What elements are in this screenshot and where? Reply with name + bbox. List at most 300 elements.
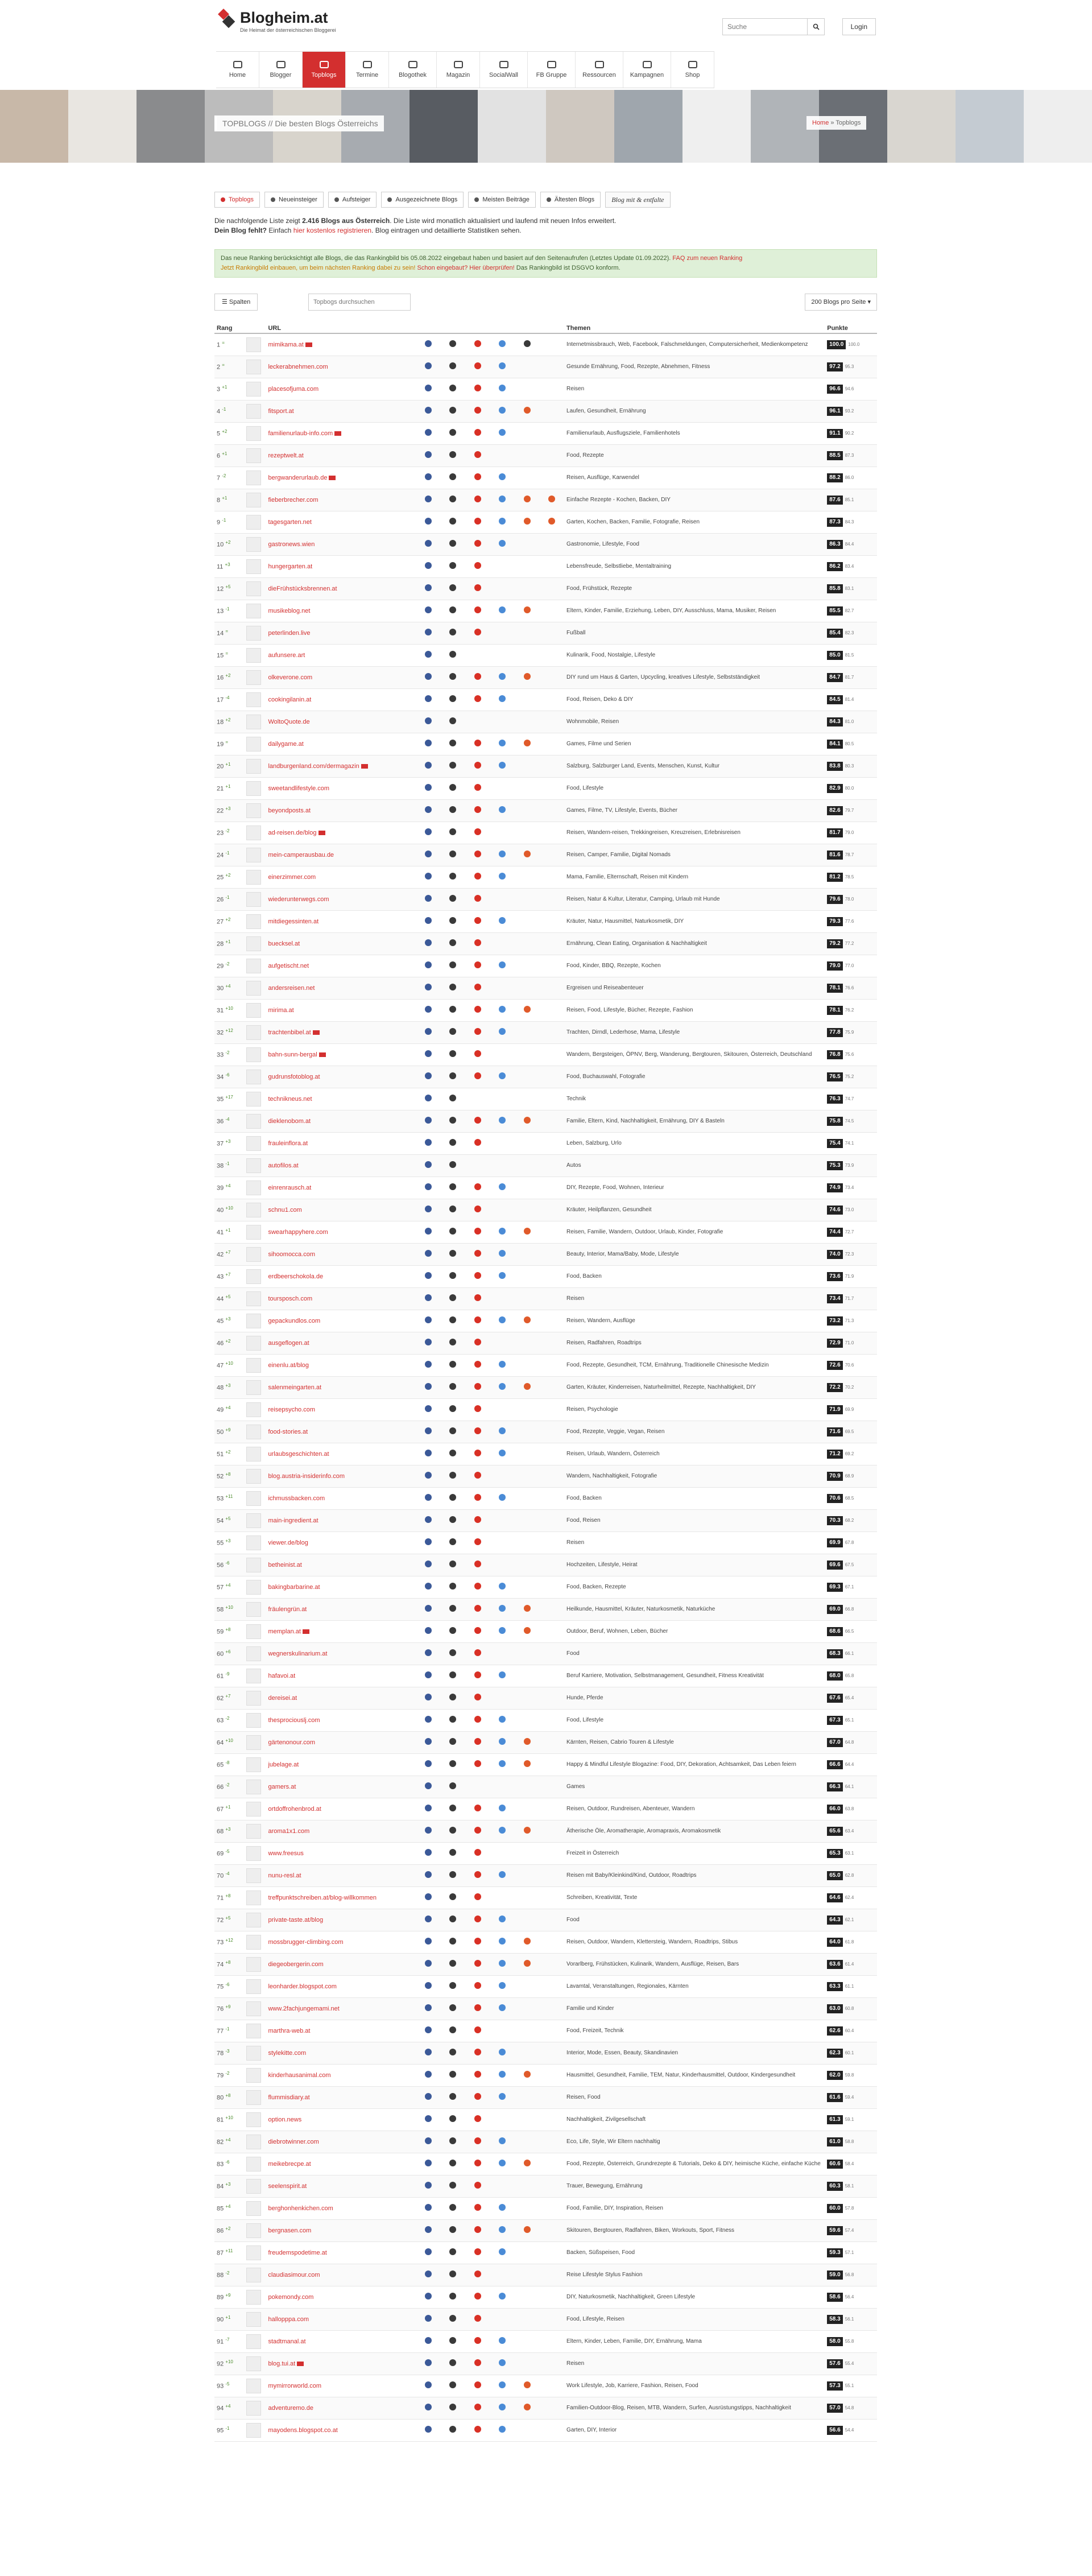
blog-avatar[interactable] <box>246 2090 261 2105</box>
blog-avatar[interactable] <box>246 1802 261 1817</box>
twitter-icon[interactable] <box>499 851 506 857</box>
facebook-icon[interactable] <box>425 518 432 525</box>
blog-link[interactable]: nunu-resl.at <box>268 1872 301 1879</box>
blog-link[interactable]: option.news <box>268 2116 302 2123</box>
blog-icon[interactable] <box>449 1405 456 1412</box>
pinterest-icon[interactable] <box>474 2404 481 2410</box>
facebook-icon[interactable] <box>425 2426 432 2433</box>
blog-avatar[interactable] <box>246 1447 261 1462</box>
pinterest-icon[interactable] <box>474 695 481 702</box>
facebook-icon[interactable] <box>425 1805 432 1811</box>
search-button[interactable] <box>808 18 825 35</box>
blog-link[interactable]: ichmussbacken.com <box>268 1495 325 1502</box>
col-rank[interactable]: Rang <box>214 323 244 333</box>
nav-item-blogothek[interactable] <box>389 52 437 88</box>
blog-avatar[interactable] <box>246 2157 261 2172</box>
blog-link[interactable]: aroma1x1.com <box>268 1827 310 1835</box>
pinterest-icon[interactable] <box>474 562 481 569</box>
blog-avatar[interactable] <box>246 2201 261 2216</box>
facebook-icon[interactable] <box>425 2359 432 2366</box>
blog-icon[interactable] <box>449 762 456 769</box>
blog-link[interactable]: olkeverone.com <box>268 674 313 681</box>
blog-link[interactable]: bergwanderurlaub.de <box>268 474 328 481</box>
blog-link[interactable]: mein-camperausbau.de <box>268 851 334 858</box>
twitter-icon[interactable] <box>499 1671 506 1678</box>
blog-link[interactable]: musikeblog.net <box>268 607 311 614</box>
pinterest-icon[interactable] <box>474 385 481 391</box>
pinterest-icon[interactable] <box>474 1361 481 1368</box>
twitter-icon[interactable] <box>499 1805 506 1811</box>
blog-avatar[interactable] <box>246 404 261 419</box>
blog-icon[interactable] <box>449 1561 456 1567</box>
blog-icon[interactable] <box>449 1494 456 1501</box>
blog-icon[interactable] <box>449 1139 456 1146</box>
pinterest-icon[interactable] <box>474 740 481 746</box>
pinterest-icon[interactable] <box>474 762 481 769</box>
blog-avatar[interactable] <box>246 1158 261 1173</box>
blog-icon[interactable] <box>449 784 456 791</box>
filter-ältesten-blogs[interactable] <box>540 192 601 208</box>
facebook-icon[interactable] <box>425 1871 432 1878</box>
facebook-icon[interactable] <box>425 1627 432 1634</box>
facebook-icon[interactable] <box>425 2160 432 2166</box>
twitter-icon[interactable] <box>499 1316 506 1323</box>
col-topics[interactable]: Themen <box>564 323 825 333</box>
twitter-icon[interactable] <box>499 1427 506 1434</box>
blog-avatar[interactable] <box>246 493 261 507</box>
blog-icon[interactable] <box>449 1760 456 1767</box>
pinterest-icon[interactable] <box>474 2004 481 2011</box>
facebook-icon[interactable] <box>425 407 432 414</box>
facebook-icon[interactable] <box>425 1849 432 1856</box>
pinterest-icon[interactable] <box>474 1117 481 1124</box>
blog-link[interactable]: stylekitte.com <box>268 2049 307 2057</box>
instagram-icon[interactable] <box>524 1760 531 1767</box>
blog-avatar[interactable] <box>246 1314 261 1328</box>
facebook-icon[interactable] <box>425 1183 432 1190</box>
blog-link[interactable]: stadtmanal.at <box>268 2338 306 2345</box>
blog-avatar[interactable] <box>246 2179 261 2194</box>
blog-avatar[interactable] <box>246 1336 261 1351</box>
blog-avatar[interactable] <box>246 1957 261 1972</box>
check-link[interactable]: Schon eingebaut? Hier überprüfen! <box>417 265 515 271</box>
blog-avatar[interactable] <box>246 1669 261 1683</box>
blog-avatar[interactable] <box>246 537 261 552</box>
blog-link[interactable]: bahn-sunn-bergal <box>268 1051 317 1058</box>
facebook-icon[interactable] <box>425 2115 432 2122</box>
facebook-icon[interactable] <box>425 1206 432 1212</box>
facebook-icon[interactable] <box>425 1782 432 1789</box>
instagram-icon[interactable] <box>524 1960 531 1967</box>
facebook-icon[interactable] <box>425 984 432 990</box>
blog-link[interactable]: freudemspodetime.at <box>268 2249 327 2256</box>
blog-avatar[interactable] <box>246 2245 261 2260</box>
blog-link[interactable]: main-ingredient.at <box>268 1517 318 1524</box>
blog-avatar[interactable] <box>246 1225 261 1240</box>
blog-avatar[interactable] <box>246 1070 261 1084</box>
blog-link[interactable]: jubelage.at <box>268 1761 299 1768</box>
twitter-icon[interactable] <box>499 606 506 613</box>
pinterest-icon[interactable] <box>474 429 481 436</box>
facebook-icon[interactable] <box>425 1583 432 1590</box>
blog-icon[interactable] <box>449 2248 456 2255</box>
facebook-icon[interactable] <box>425 473 432 480</box>
facebook-icon[interactable] <box>425 540 432 547</box>
blog-icon[interactable] <box>449 2293 456 2300</box>
blog-icon[interactable] <box>449 1272 456 1279</box>
pinterest-icon[interactable] <box>474 1050 481 1057</box>
blog-avatar[interactable] <box>246 1092 261 1107</box>
facebook-icon[interactable] <box>425 606 432 613</box>
facebook-icon[interactable] <box>425 362 432 369</box>
blog-link[interactable]: einerzimmer.com <box>268 873 316 881</box>
facebook-icon[interactable] <box>425 2270 432 2277</box>
twitter-icon[interactable] <box>499 385 506 391</box>
facebook-icon[interactable] <box>425 762 432 769</box>
filter-aufsteiger[interactable] <box>328 192 377 208</box>
filter-meisten-beiträge[interactable] <box>468 192 536 208</box>
blog-link[interactable]: gudrunsfotoblog.at <box>268 1073 320 1080</box>
instagram-icon[interactable] <box>524 1827 531 1834</box>
blog-link[interactable]: bergnasen.com <box>268 2227 312 2234</box>
pinterest-icon[interactable] <box>474 1228 481 1235</box>
blog-avatar[interactable] <box>246 1691 261 1706</box>
blog-link[interactable]: ortdoffrohenbrod.at <box>268 1805 321 1813</box>
pinterest-icon[interactable] <box>474 2226 481 2233</box>
blog-link[interactable]: dailygame.at <box>268 740 304 748</box>
blog-avatar[interactable] <box>246 781 261 796</box>
pinterest-icon[interactable] <box>474 1383 481 1390</box>
twitter-icon[interactable] <box>499 473 506 480</box>
blog-icon[interactable] <box>449 429 456 436</box>
blog-avatar[interactable] <box>246 1047 261 1062</box>
blog-avatar[interactable] <box>246 1535 261 1550</box>
facebook-icon[interactable] <box>425 562 432 569</box>
pinterest-icon[interactable] <box>474 451 481 458</box>
twitter-icon[interactable] <box>499 1228 506 1235</box>
blog-icon[interactable] <box>449 1161 456 1168</box>
blog-icon[interactable] <box>449 2004 456 2011</box>
blog-link[interactable]: wiederunterwegs.com <box>268 895 329 903</box>
blog-icon[interactable] <box>449 740 456 746</box>
blog-avatar[interactable] <box>246 2379 261 2393</box>
facebook-icon[interactable] <box>425 2137 432 2144</box>
facebook-icon[interactable] <box>425 1605 432 1612</box>
blog-icon[interactable] <box>449 1383 456 1390</box>
pinterest-icon[interactable] <box>474 1316 481 1323</box>
blog-link[interactable]: schnu1.com <box>268 1206 302 1213</box>
blog-icon[interactable] <box>449 1006 456 1013</box>
blog-link[interactable]: food-stories.at <box>268 1428 308 1435</box>
facebook-icon[interactable] <box>425 2226 432 2233</box>
blog-icon[interactable] <box>449 873 456 880</box>
blog-avatar[interactable] <box>246 1846 261 1861</box>
pinterest-icon[interactable] <box>474 1405 481 1412</box>
pinterest-icon[interactable] <box>474 1250 481 1257</box>
instagram-icon[interactable] <box>524 1383 531 1390</box>
twitter-icon[interactable] <box>499 2049 506 2055</box>
pinterest-icon[interactable] <box>474 2160 481 2166</box>
pinterest-icon[interactable] <box>474 2381 481 2388</box>
blog-avatar[interactable] <box>246 1025 261 1040</box>
twitter-icon[interactable] <box>499 2248 506 2255</box>
blog-link[interactable]: leonharder.blogspot.com <box>268 1983 337 1990</box>
pinterest-icon[interactable] <box>474 1871 481 1878</box>
blog-icon[interactable] <box>449 1982 456 1989</box>
twitter-icon[interactable] <box>499 1250 506 1257</box>
blog-icon[interactable] <box>449 584 456 591</box>
blog-avatar[interactable] <box>246 1003 261 1018</box>
nav-item-termine[interactable] <box>346 52 389 88</box>
nav-item-kampagnen[interactable] <box>623 52 671 88</box>
pinterest-icon[interactable] <box>474 784 481 791</box>
instagram-icon[interactable] <box>548 518 555 525</box>
facebook-icon[interactable] <box>425 1561 432 1567</box>
blog-avatar[interactable] <box>246 1469 261 1484</box>
blog-link[interactable]: erdbeerschokola.de <box>268 1273 324 1280</box>
facebook-icon[interactable] <box>425 717 432 724</box>
pinterest-icon[interactable] <box>474 2359 481 2366</box>
facebook-icon[interactable] <box>425 1960 432 1967</box>
blog-avatar[interactable] <box>246 559 261 574</box>
facebook-icon[interactable] <box>425 1649 432 1656</box>
pinterest-icon[interactable] <box>474 1982 481 1989</box>
blog-link[interactable]: mayodens.blogspot.co.at <box>268 2426 338 2434</box>
pinterest-icon[interactable] <box>474 917 481 924</box>
twitter-icon[interactable] <box>499 1982 506 1989</box>
facebook-icon[interactable] <box>425 873 432 880</box>
blog-icon[interactable] <box>449 2226 456 2233</box>
blog-avatar[interactable] <box>246 470 261 485</box>
columns-button[interactable] <box>214 294 258 311</box>
pinterest-icon[interactable] <box>474 2293 481 2300</box>
blog-avatar[interactable] <box>246 670 261 685</box>
twitter-icon[interactable] <box>499 340 506 347</box>
facebook-icon[interactable] <box>425 1694 432 1700</box>
blog-link[interactable]: familienurlaub-info.com <box>268 430 333 437</box>
blog-avatar[interactable] <box>246 1602 261 1617</box>
blog-icon[interactable] <box>449 1072 456 1079</box>
facebook-icon[interactable] <box>425 2404 432 2410</box>
facebook-icon[interactable] <box>425 1538 432 1545</box>
twitter-icon[interactable] <box>499 2293 506 2300</box>
twitter-icon[interactable] <box>499 1183 506 1190</box>
blog-avatar[interactable] <box>246 2135 261 2149</box>
blog-link[interactable]: gärtenonour.com <box>268 1739 316 1746</box>
blog-avatar[interactable] <box>246 1890 261 1905</box>
instagram-icon[interactable] <box>524 1738 531 1745</box>
blog-icon[interactable] <box>449 1206 456 1212</box>
blog-icon[interactable] <box>449 1738 456 1745</box>
facebook-icon[interactable] <box>425 451 432 458</box>
blog-link[interactable]: pokemondy.com <box>268 2293 314 2301</box>
blog-link[interactable]: rezeptwelt.at <box>268 452 304 459</box>
twitter-icon[interactable] <box>499 2093 506 2100</box>
blog-icon[interactable] <box>449 2049 456 2055</box>
blog-icon[interactable] <box>449 1716 456 1723</box>
facebook-icon[interactable] <box>425 1383 432 1390</box>
blog-icon[interactable] <box>449 2270 456 2277</box>
facebook-icon[interactable] <box>425 2293 432 2300</box>
pinterest-icon[interactable] <box>474 1472 481 1479</box>
blog-link[interactable]: placesofjuma.com <box>268 385 319 393</box>
pinterest-icon[interactable] <box>474 362 481 369</box>
facebook-icon[interactable] <box>425 1916 432 1922</box>
blog-icon[interactable] <box>449 806 456 813</box>
blog-avatar[interactable] <box>246 2401 261 2416</box>
blog-link[interactable]: toursposch.com <box>268 1295 313 1302</box>
blog-avatar[interactable] <box>246 1580 261 1595</box>
facebook-icon[interactable] <box>425 1516 432 1523</box>
blog-icon[interactable] <box>449 629 456 635</box>
blog-link[interactable]: memplan.at <box>268 1628 301 1635</box>
blog-icon[interactable] <box>449 851 456 857</box>
twitter-icon[interactable] <box>499 407 506 414</box>
twitter-icon[interactable] <box>499 1716 506 1723</box>
pinterest-icon[interactable] <box>474 1849 481 1856</box>
blog-avatar[interactable] <box>246 2290 261 2305</box>
blog-link[interactable]: autofilos.at <box>268 1162 299 1169</box>
facebook-icon[interactable] <box>425 2004 432 2011</box>
nav-item-magazin[interactable] <box>437 52 480 88</box>
instagram-icon[interactable] <box>524 1228 531 1235</box>
facebook-icon[interactable] <box>425 1272 432 1279</box>
facebook-icon[interactable] <box>425 1893 432 1900</box>
instagram-icon[interactable] <box>548 496 555 502</box>
pinterest-icon[interactable] <box>474 939 481 946</box>
faq-link[interactable]: FAQ zum neuen Ranking <box>672 255 743 262</box>
blog-icon[interactable] <box>449 1316 456 1323</box>
blog-link[interactable]: mitdiegessinten.at <box>268 918 319 925</box>
facebook-icon[interactable] <box>425 828 432 835</box>
blog-icon[interactable] <box>449 1538 456 1545</box>
blog-link[interactable]: landburgenland.com/dermagazin <box>268 762 359 770</box>
blog-avatar[interactable] <box>246 1402 261 1417</box>
facebook-icon[interactable] <box>425 740 432 746</box>
facebook-icon[interactable] <box>425 1050 432 1057</box>
blog-icon[interactable] <box>449 2093 456 2100</box>
twitter-icon[interactable] <box>499 2160 506 2166</box>
facebook-icon[interactable] <box>425 1072 432 1079</box>
blog-avatar[interactable] <box>246 1247 261 1262</box>
pinterest-icon[interactable] <box>474 961 481 968</box>
instagram-icon[interactable] <box>524 1316 531 1323</box>
col-url[interactable]: URL <box>266 323 415 333</box>
twitter-icon[interactable] <box>499 1760 506 1767</box>
blog-link[interactable]: tagesgarten.net <box>268 518 312 526</box>
twitter-icon[interactable] <box>499 1028 506 1035</box>
twitter-icon[interactable] <box>499 1450 506 1456</box>
blog-icon[interactable] <box>449 518 456 525</box>
instagram-icon[interactable] <box>524 2071 531 2078</box>
facebook-icon[interactable] <box>425 1760 432 1767</box>
facebook-icon[interactable] <box>425 2071 432 2078</box>
blog-avatar[interactable] <box>246 1713 261 1728</box>
nav-item-blogger[interactable] <box>259 52 303 88</box>
blog-link[interactable]: blog.austria-insiderinfo.com <box>268 1472 345 1480</box>
blog-link[interactable]: technikneus.net <box>268 1095 312 1103</box>
blog-avatar[interactable] <box>246 1513 261 1528</box>
facebook-icon[interactable] <box>425 1427 432 1434</box>
twitter-icon[interactable] <box>499 2004 506 2011</box>
twitter-icon[interactable] <box>499 806 506 813</box>
twitter-icon[interactable] <box>499 362 506 369</box>
instagram-icon[interactable] <box>524 1006 531 1013</box>
twitter-icon[interactable] <box>499 1272 506 1279</box>
pinterest-icon[interactable] <box>474 873 481 880</box>
blog-icon[interactable] <box>449 717 456 724</box>
blog-icon[interactable] <box>449 1916 456 1922</box>
twitter-icon[interactable] <box>499 1916 506 1922</box>
pinterest-icon[interactable] <box>474 1916 481 1922</box>
blog-avatar[interactable] <box>246 1425 261 1439</box>
blog-avatar[interactable] <box>246 1291 261 1306</box>
blog-link[interactable]: thesprociouslj.com <box>268 1716 320 1724</box>
blog-avatar[interactable] <box>246 2001 261 2016</box>
blog-link[interactable]: WoltoQuote.de <box>268 718 310 725</box>
blog-link[interactable]: adventuremo.de <box>268 2404 313 2412</box>
pinterest-icon[interactable] <box>474 1072 481 1079</box>
blog-avatar[interactable] <box>246 1269 261 1284</box>
blog-icon[interactable] <box>449 562 456 569</box>
blog-avatar[interactable] <box>246 2312 261 2327</box>
blog-icon[interactable] <box>449 1849 456 1856</box>
register-link[interactable]: hier kostenlos registrieren <box>293 226 372 234</box>
blog-link[interactable]: gastronews.wien <box>268 540 315 548</box>
blog-avatar[interactable] <box>246 360 261 374</box>
blog-link[interactable]: cookingilanin.at <box>268 696 312 703</box>
blog-icon[interactable] <box>449 2337 456 2344</box>
facebook-icon[interactable] <box>425 1339 432 1345</box>
blog-avatar[interactable] <box>246 848 261 862</box>
blog-avatar[interactable] <box>246 581 261 596</box>
pinterest-icon[interactable] <box>474 2071 481 2078</box>
blog-link[interactable]: peterlinden.live <box>268 629 311 637</box>
blog-icon[interactable] <box>449 917 456 924</box>
pinterest-icon[interactable] <box>474 1561 481 1567</box>
blog-icon[interactable] <box>449 1671 456 1678</box>
pinterest-icon[interactable] <box>474 2026 481 2033</box>
twitter-icon[interactable] <box>499 429 506 436</box>
facebook-icon[interactable] <box>425 1294 432 1301</box>
pinterest-icon[interactable] <box>474 1583 481 1590</box>
blog-link[interactable]: trachtenbibel.at <box>268 1029 311 1036</box>
twitter-icon[interactable] <box>499 2204 506 2211</box>
blog-icon[interactable] <box>449 2115 456 2122</box>
blog-icon[interactable] <box>449 407 456 414</box>
blog-avatar[interactable] <box>246 936 261 951</box>
twitter-icon[interactable] <box>499 2071 506 2078</box>
blog-link[interactable]: sweetandlifestyle.com <box>268 785 330 792</box>
pinterest-icon[interactable] <box>474 629 481 635</box>
pinterest-icon[interactable] <box>474 1206 481 1212</box>
blog-icon[interactable] <box>449 340 456 347</box>
facebook-icon[interactable] <box>425 695 432 702</box>
blog-link[interactable]: reisepsycho.com <box>268 1406 316 1413</box>
nav-item-ressourcen[interactable] <box>576 52 623 88</box>
blog-avatar[interactable] <box>246 1824 261 1839</box>
blog-link[interactable]: www.2fachjungemami.net <box>268 2005 340 2012</box>
pinterest-icon[interactable] <box>474 1272 481 1279</box>
twitter-icon[interactable] <box>499 1827 506 1834</box>
twitter-icon[interactable] <box>499 2137 506 2144</box>
blog-icon[interactable] <box>449 1605 456 1612</box>
nav-item-home[interactable] <box>216 52 259 88</box>
pinterest-icon[interactable] <box>474 2049 481 2055</box>
blog-avatar[interactable] <box>246 1558 261 1572</box>
blog-avatar[interactable] <box>246 759 261 774</box>
twitter-icon[interactable] <box>499 2226 506 2233</box>
